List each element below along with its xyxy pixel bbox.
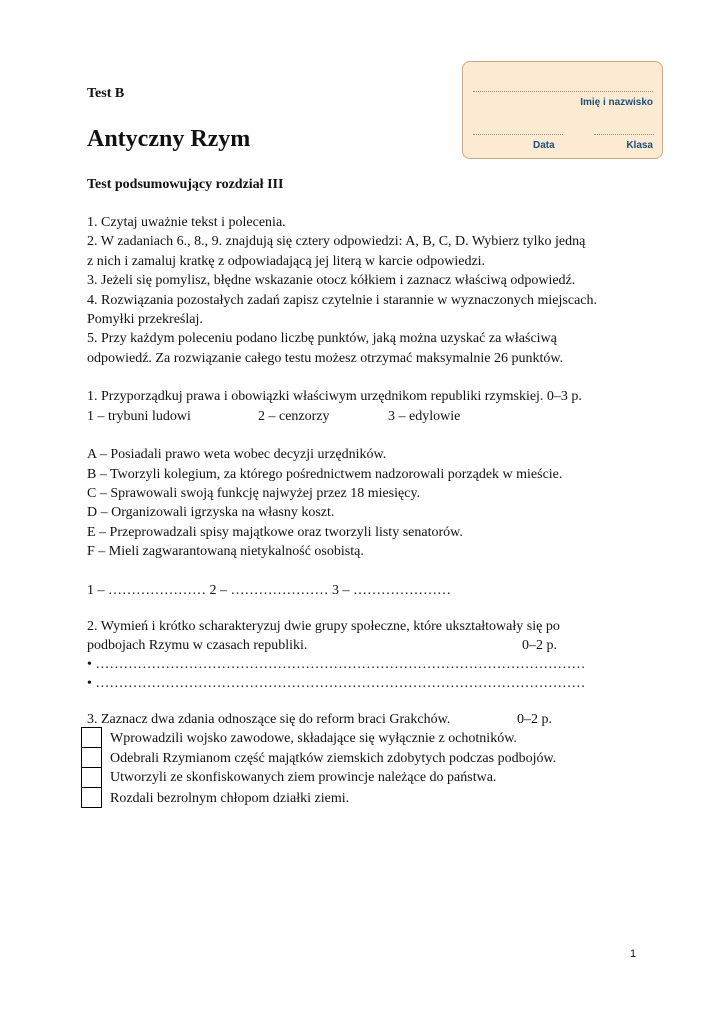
task-3-checkbox[interactable] — [81, 747, 102, 768]
class-label: Klasa — [626, 140, 653, 151]
task-1-option: C – Sprawowali swoją funkcję najwyżej przez 18 miesięcy. — [87, 486, 421, 501]
task-3-points: 0–2 p. — [517, 712, 552, 727]
task-3-checkbox[interactable] — [81, 727, 102, 748]
student-info-box — [462, 61, 663, 159]
task-3-prompt: 3. Zaznacz dwa zdania odnoszące się do reform braci Grakchów. — [87, 712, 451, 727]
task-1-option: E – Przeprowadzali spisy majątkowe oraz tworzyli listy senatorów. — [87, 525, 463, 540]
test-variant: Test B — [87, 86, 125, 101]
task-3-checkbox[interactable] — [81, 767, 102, 788]
official-2: 2 – cenzorzy — [258, 409, 330, 424]
official-3: 3 – edylowie — [388, 409, 461, 424]
name-label: Imię i nazwisko — [580, 97, 653, 108]
date-label: Data — [533, 140, 555, 151]
official-1: 1 – trybuni ludowi — [87, 409, 191, 424]
task-3-checkbox[interactable] — [81, 787, 102, 808]
task-3-option: Utworzyli ze skonfiskowanych ziem prowincje należące do państwa. — [110, 770, 497, 785]
instruction-line: 2. W zadaniach 6., 8., 9. znajdują się cztery odpowiedzi: A, B, C, D. Wybierz tylko jedną — [87, 234, 586, 249]
task-2-points: 0–2 p. — [522, 638, 557, 653]
instruction-line: odpowiedź. Za rozwiązanie całego testu możesz otrzymać maksymalnie 26 punktów. — [87, 351, 564, 366]
subtitle: Test podsumowujący rozdział III — [87, 177, 284, 192]
task-3-option: Rozdali bezrolnym chłopom działki ziemi. — [110, 791, 350, 806]
class-dotted-line[interactable] — [594, 134, 654, 135]
instruction-line: Pomyłki przekreślaj. — [87, 312, 203, 327]
task-1-option: F – Mieli zagwarantowaną nietykalność osobistą. — [87, 544, 364, 559]
task-1-answer-line[interactable]: 1 – ………………… 2 – ………………… 3 – ………………… — [87, 583, 451, 598]
task-1-option: B – Tworzyli kolegium, za którego pośrednictwem nadzorowali porządek w mieście. — [87, 467, 563, 482]
instruction-line: z nich i zamaluj kratkę z odpowiadającą jej literą w karcie odpowiedzi. — [87, 254, 486, 269]
task-2-answer-line[interactable]: • …………………………………………………………………………………………… — [87, 676, 586, 691]
date-dotted-line[interactable] — [473, 134, 563, 135]
task-2-answer-line[interactable]: • …………………………………………………………………………………………… — [87, 657, 586, 672]
task-3-option: Odebrali Rzymianom część majątków ziemskich zdobytych podczas podbojów. — [110, 751, 557, 766]
task-2-prompt: 2. Wymień i krótko scharakteryzuj dwie grupy społeczne, które ukształtowały się po — [87, 619, 560, 634]
task-2-prompt: podbojach Rzymu w czasach republiki. — [87, 638, 308, 653]
task-1-option: D – Organizowali igrzyska na własny koszt. — [87, 505, 335, 520]
task-1-option: A – Posiadali prawo weta wobec decyzji urzędników. — [87, 447, 387, 462]
page-title: Antyczny Rzym — [87, 126, 251, 152]
instruction-line: 3. Jeżeli się pomylisz, błędne wskazanie otocz kółkiem i zaznacz właściwą odpowiedź. — [87, 273, 576, 288]
name-dotted-line[interactable] — [473, 91, 653, 92]
task-1-prompt: 1. Przyporządkuj prawa i obowiązki właściwym urzędnikom republiki rzymskiej. 0–3 p. — [87, 389, 582, 404]
instruction-line: 5. Przy każdym poleceniu podano liczbę punktów, jaką można uzyskać za właściwą — [87, 331, 557, 346]
instruction-line: 4. Rozwiązania pozostałych zadań zapisz czytelnie i starannie w wyznaczonych miejscach. — [87, 293, 597, 308]
task-3-option: Wprowadzili wojsko zawodowe, składające się wyłącznie z ochotników. — [110, 731, 517, 746]
instruction-line: 1. Czytaj uważnie tekst i polecenia. — [87, 215, 286, 230]
page-number: 1 — [630, 948, 637, 960]
